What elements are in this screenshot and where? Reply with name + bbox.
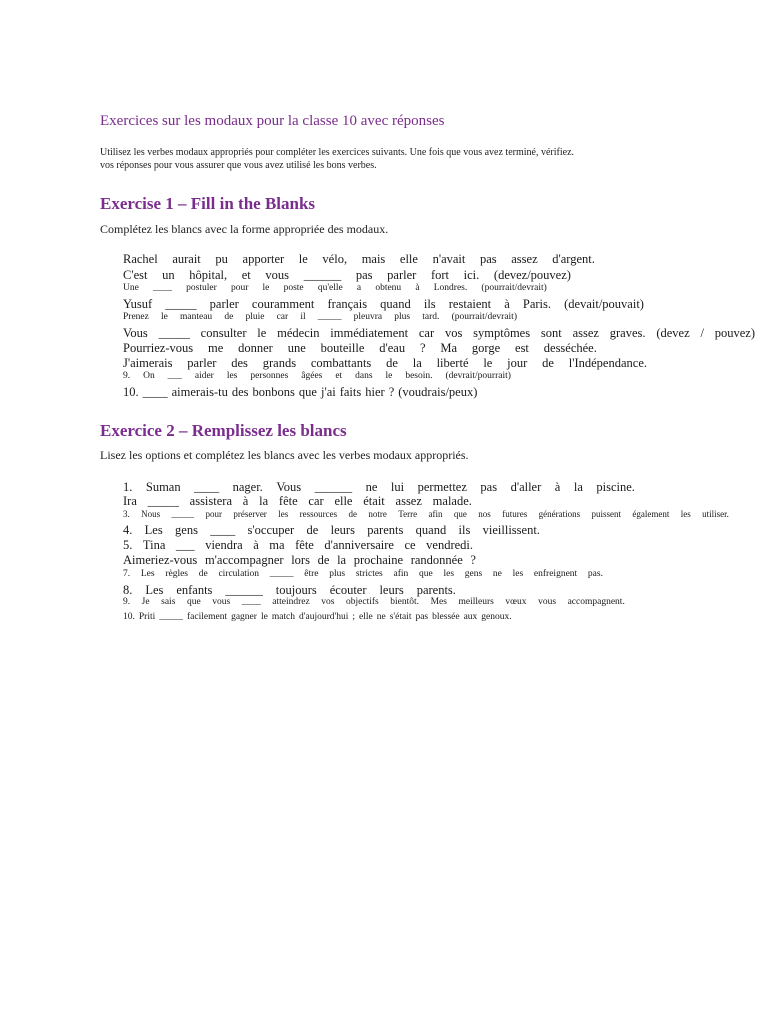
- exercise1-question-4: Yusuf _____ parler couramment français quand ils restaient à Paris. (devait/pouvait): [123, 297, 644, 311]
- exercise2-question-7: 7. Les règles de circulation _____ être plus strictes afin que les gens ne les enfreignent pas.: [123, 569, 603, 579]
- exercise2-question-4: 4. Les gens ____ s'occuper de leurs parents quand ils vieillissent.: [123, 523, 540, 537]
- exercise1-question-6: Vous _____ consulter le médecin immédiatement car vos symptômes sont assez graves. (devez / pouvez): [123, 326, 755, 340]
- exercise1-instruction: Complétez les blancs avec la forme appropriée des modaux.: [100, 222, 389, 236]
- exercise2-question-6: Aimeriez-vous m'accompagner lors de la prochaine randonnée ?: [123, 553, 476, 567]
- exercise2-question-3: 3. Nous _____ pour préserver les ressources de notre Terre afin que nos futures générations puissent également les utiliser.: [123, 509, 729, 519]
- exercise1-question-8: J'aimerais parler des grands combattants de la liberté le jour de l'Indépendance.: [123, 356, 647, 370]
- exercise1-question-2: C'est un hôpital, et vous ______ pas parler fort ici. (devez/pouvez): [123, 268, 571, 282]
- document-title: Exercices sur les modaux pour la classe 10 avec réponses: [100, 113, 445, 129]
- exercise1-question-7: Pourriez-vous me donner une bouteille d'eau ? Ma gorge est desséchée.: [123, 341, 597, 355]
- intro-line: Utilisez les verbes modaux appropriés pour compléter les exercices suivants. Une fois que vous avez terminé, vérifiez.: [100, 147, 575, 158]
- exercise1-question-9: 9. On ___ aider les personnes âgées et dans le besoin. (devrait/pourrait): [123, 371, 511, 381]
- intro-paragraph: [100, 146, 574, 172]
- exercise1-question-10: 10. ____ aimerais-tu des bonbons que j'ai faits hier ? (voudrais/peux): [123, 385, 478, 399]
- exercise2-question-9: 9. Je sais que vous ____ atteindrez vos objectifs bientôt. Mes meilleurs vœux vous accompagnent.: [123, 597, 625, 607]
- exercise2-instruction: Lisez les options et complétez les blancs avec les verbes modaux appropriés.: [100, 448, 469, 462]
- exercise1-question-1: Rachel aurait pu apporter le vélo, mais elle n'avait pas assez d'argent.: [123, 252, 595, 266]
- exercise1-question-5: Prenez le manteau de pluie car il _____ pleuvra plus tard. (pourrait/devrait): [123, 312, 517, 322]
- exercise1-heading: Exercise 1 – Fill in the Blanks: [100, 194, 316, 213]
- exercise2-question-8: 8. Les enfants ______ toujours écouter leurs parents.: [123, 583, 456, 597]
- exercise2-heading: Exercice 2 – Remplissez les blancs: [100, 421, 347, 440]
- exercise2-question-2: Ira _____ assistera à la fête car elle était assez malade.: [123, 494, 472, 508]
- exercise2-question-1: 1. Suman ____ nager. Vous ______ ne lui permettez pas d'aller à la piscine.: [123, 480, 635, 494]
- exercise2-question-10: 10. Priti _____ facilement gagner le match d'aujourd'hui ; elle ne s'était pas blessée aux genoux.: [123, 612, 512, 622]
- intro-line: vos réponses pour vous assurer que vous avez utilisé les bons verbes.: [100, 160, 377, 171]
- exercise2-question-5: 5. Tina ___ viendra à ma fête d'anniversaire ce vendredi.: [123, 538, 473, 552]
- exercise1-question-3: Une ____ postuler pour le poste qu'elle a obtenu à Londres. (pourrait/devrait): [123, 283, 547, 293]
